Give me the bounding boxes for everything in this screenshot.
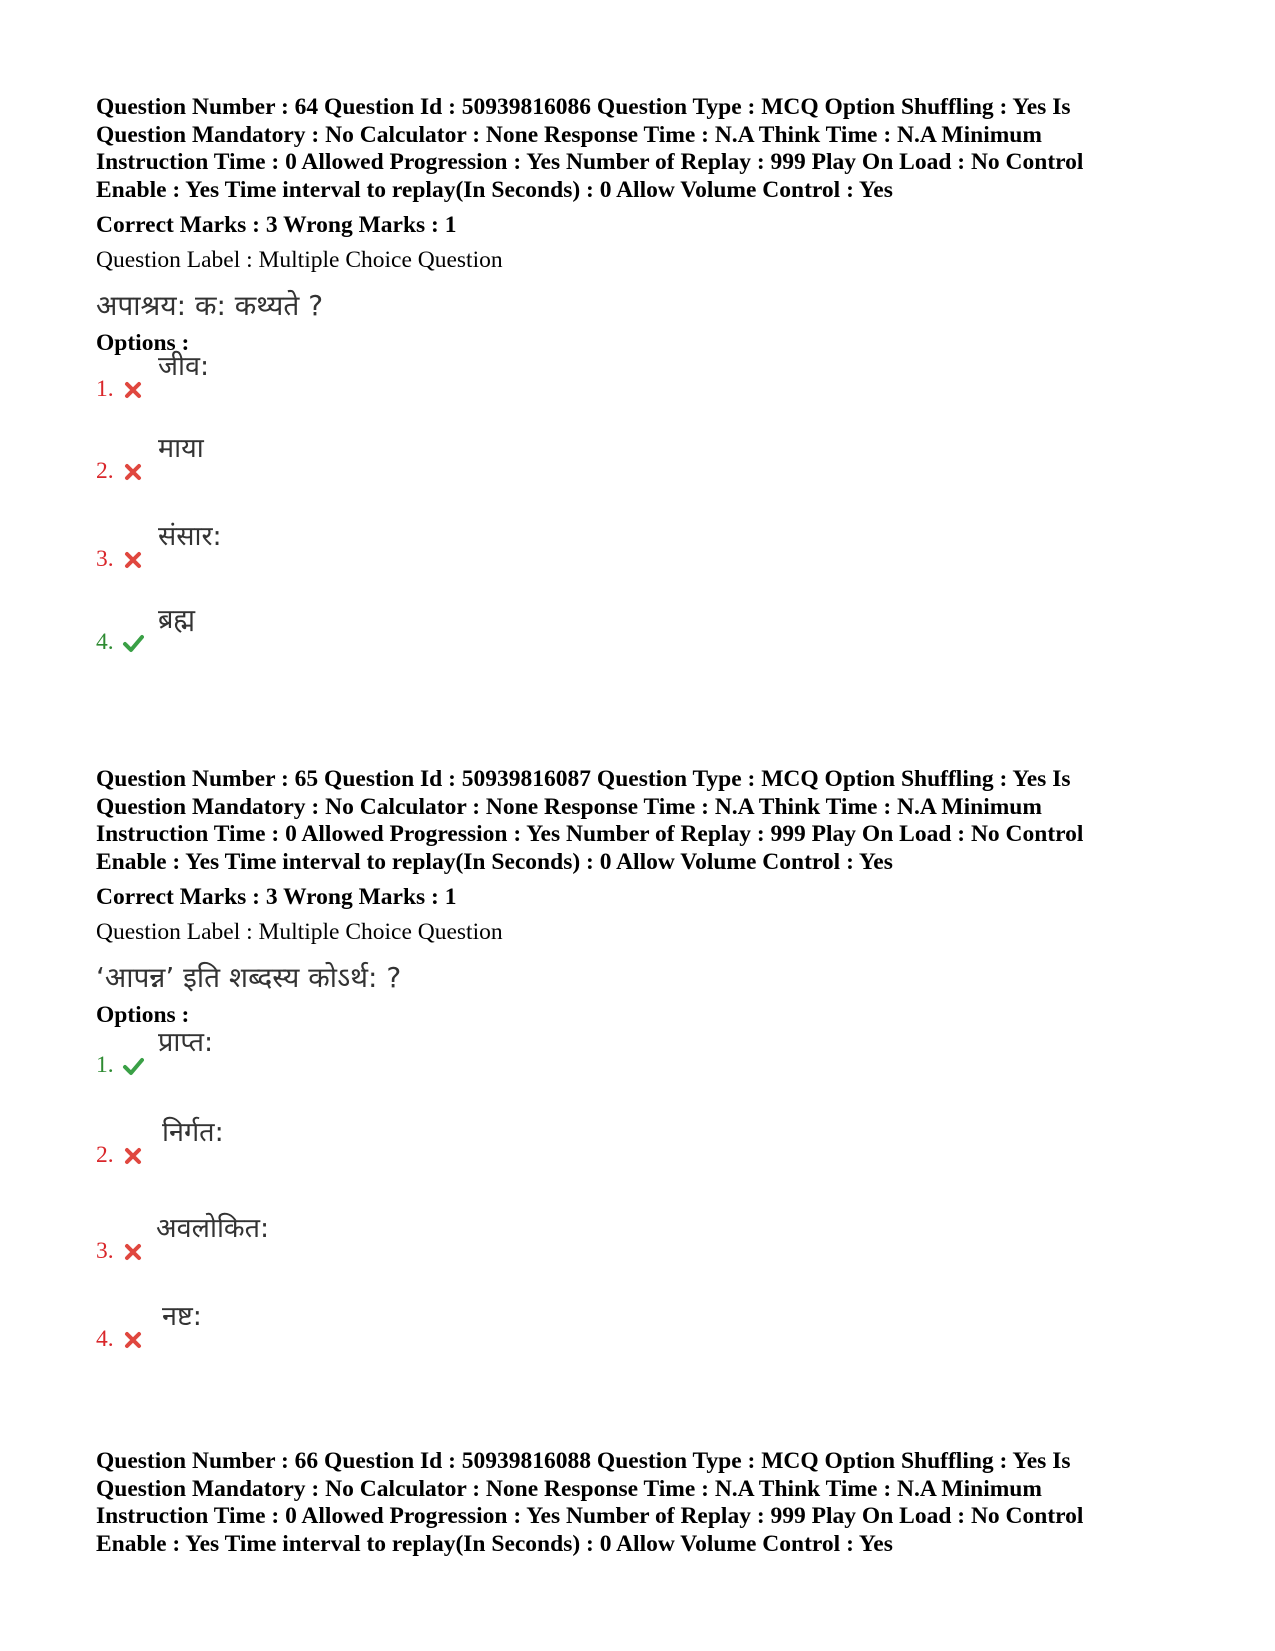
- option-text: निर्गत:: [162, 1117, 224, 1148]
- option-text: जीव:: [158, 351, 210, 382]
- question-header: [96, 94, 1186, 204]
- options-list: [96, 1029, 1186, 1359]
- option-text: ब्रह्म: [158, 604, 196, 635]
- option-number: 4.: [96, 629, 114, 655]
- cross-icon: [122, 461, 144, 483]
- check-icon: [122, 632, 144, 654]
- question-text: अपाश्रय: क: कथ्यते ?: [96, 289, 324, 322]
- option-2: [96, 1117, 696, 1169]
- option-number: 2.: [96, 1142, 114, 1168]
- option-number: 1.: [96, 1052, 114, 1078]
- option-2: [96, 433, 696, 485]
- cross-icon: [122, 1241, 144, 1263]
- question-header: [96, 1448, 1186, 1558]
- header-line: Instruction Time : 0 Allowed Progression : Yes Number of Replay : 999 Play On Load : No Control: [96, 149, 1084, 175]
- cross-icon: [122, 379, 144, 401]
- option-text: संसार:: [158, 521, 222, 552]
- header-line: Enable : Yes Time interval to replay(In Seconds) : 0 Allow Volume Control : Yes: [96, 1530, 893, 1557]
- option-text: माया: [158, 433, 204, 464]
- options-list: [96, 351, 1186, 697]
- option-text: नष्ट:: [162, 1301, 202, 1332]
- header-line: Question Number : 66 Question Id : 50939816088 Question Type : MCQ Option Shuffling : Yes Is: [96, 1448, 1071, 1474]
- option-text: अवलोकित:: [156, 1213, 270, 1244]
- cross-icon: [122, 1145, 144, 1167]
- option-number: 3.: [96, 1238, 114, 1264]
- question-label: Question Label : Multiple Choice Question: [96, 919, 503, 945]
- cross-icon: [122, 1329, 144, 1351]
- question-header: [96, 766, 1186, 876]
- header-line: Question Mandatory : No Calculator : None Response Time : N.A Think Time : N.A Minimum: [96, 1475, 1042, 1502]
- header-line: Question Mandatory : No Calculator : None Response Time : N.A Think Time : N.A Minimum: [96, 121, 1042, 148]
- option-4: [96, 1301, 696, 1353]
- question-label: Question Label : Multiple Choice Question: [96, 247, 503, 273]
- cross-icon: [122, 549, 144, 571]
- question-64: [96, 94, 1186, 697]
- header-line: Question Mandatory : No Calculator : None Response Time : N.A Think Time : N.A Minimum: [96, 793, 1042, 820]
- option-4: [96, 604, 696, 656]
- option-number: 4.: [96, 1326, 114, 1352]
- header-line: Enable : Yes Time interval to replay(In Seconds) : 0 Allow Volume Control : Yes: [96, 176, 893, 203]
- option-number: 2.: [96, 458, 114, 484]
- options-title: Options :: [96, 1002, 190, 1028]
- header-line: Enable : Yes Time interval to replay(In Seconds) : 0 Allow Volume Control : Yes: [96, 848, 893, 875]
- marks: Correct Marks : 3 Wrong Marks : 1: [96, 212, 457, 238]
- question-65: [96, 766, 1186, 1359]
- option-number: 1.: [96, 376, 114, 402]
- header-line: Instruction Time : 0 Allowed Progression : Yes Number of Replay : 999 Play On Load : No Control: [96, 821, 1084, 847]
- options-title: Options :: [96, 330, 190, 356]
- option-1: [96, 351, 696, 403]
- option-number: 3.: [96, 546, 114, 572]
- marks: Correct Marks : 3 Wrong Marks : 1: [96, 884, 457, 910]
- check-icon: [122, 1055, 144, 1077]
- option-3: [96, 1213, 696, 1265]
- option-3: [96, 521, 696, 573]
- header-line: Question Number : 65 Question Id : 50939816087 Question Type : MCQ Option Shuffling : Yes Is: [96, 766, 1071, 792]
- option-text: प्राप्त:: [158, 1027, 214, 1058]
- header-line: Question Number : 64 Question Id : 50939816086 Question Type : MCQ Option Shuffling : Yes Is: [96, 94, 1071, 120]
- question-text: ‘आपन्न’ इति शब्दस्य कोऽर्थ: ?: [96, 961, 402, 994]
- header-line: Instruction Time : 0 Allowed Progression : Yes Number of Replay : 999 Play On Load : No Control: [96, 1503, 1084, 1529]
- option-1: [96, 1027, 696, 1079]
- question-66: [96, 1448, 1186, 1558]
